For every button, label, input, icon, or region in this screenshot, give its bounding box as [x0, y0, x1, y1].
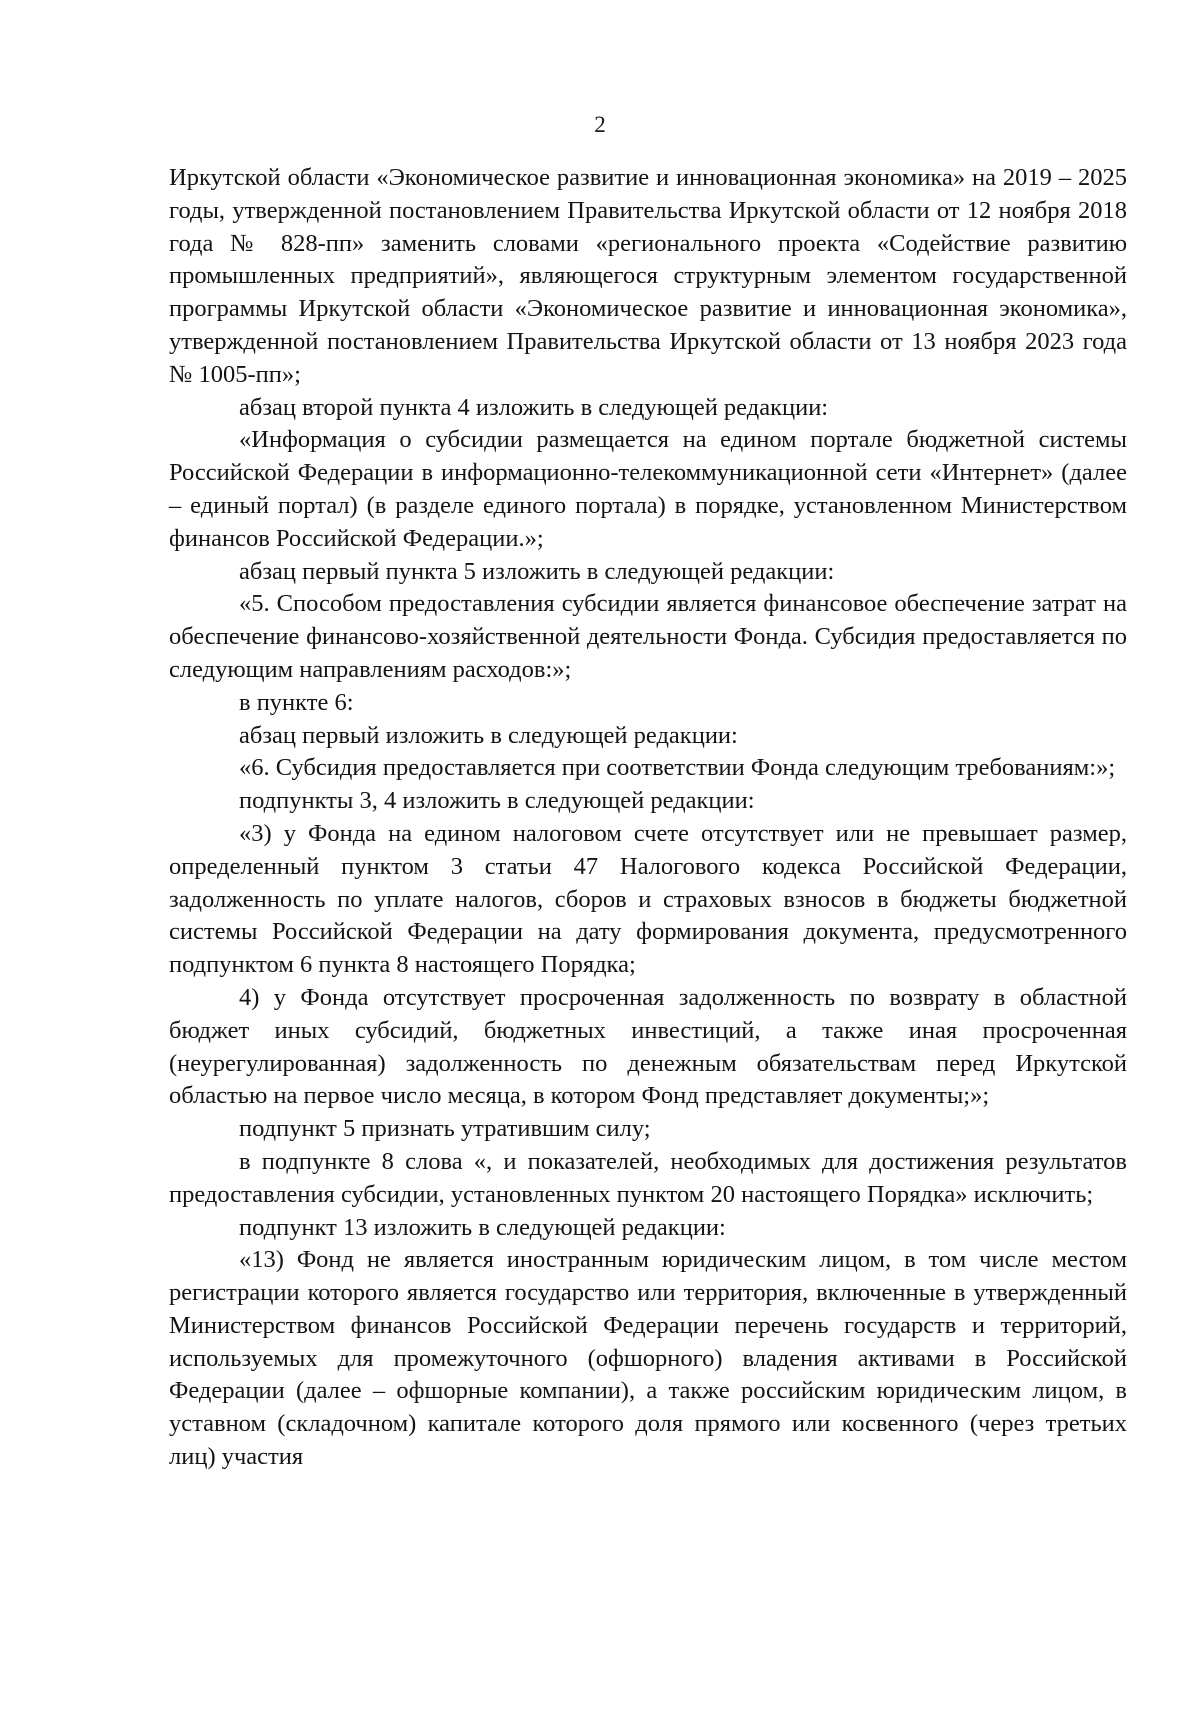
paragraph: 4) у Фонда отсутствует просроченная задолженность по возврату в областной бюджет иных субсидий, бюджетных инвестиций, а также иная просроченная (неурегулированная) задолженность по денежным обязательствам перед Иркутской областью на первое число месяца, в котором Фонд представляет документы;»; [169, 983, 1127, 1110]
paragraph: «6. Субсидия предоставляется при соответствии Фонда следующим требованиям:»; [239, 754, 1116, 782]
paragraph: абзац первый пункта 5 изложить в следующей редакции: [239, 557, 835, 585]
paragraph: «13) Фонд не является иностранным юридическим лицом, в том числе местом регистрации которого является государство или территория, включенные в утвержденный Министерством финансов Российской Федерации перечень государств и территорий, используемых для промежуточного (офшорного) владения активами в Российской Федерации (далее – офшорные компании), а также российским юридическим лицом, в уставном (складочном) капитале которого доля прямого или косвенного (через третьих лиц) участия [169, 1246, 1127, 1471]
paragraph: Иркутской области «Экономическое развитие и инновационная экономика» на 2019 – 2025 годы, утвержденной постановлением Правительства Иркутской области от 12 ноября 2018 года № 828-пп» заменить словами «регионального проекта «Содействие развитию промышленных предприятий», являющегося структурным элементом государственной программы Иркутской области «Экономическое развитие и инновационная экономика», утвержденной постановлением Правительства Иркутской области от 13 ноября 2023 года № 1005-пп»; [169, 164, 1127, 388]
paragraph: подпункт 5 признать утратившим силу; [239, 1115, 651, 1143]
paragraph: «3) у Фонда на едином налоговом счете отсутствует или не превышает размер, определенный пунктом 3 статьи 47 Налогового кодекса Российской Федерации, задолженность по уплате налогов, сборов и страховых взносов в бюджеты бюджетной системы Российской Федерации на дату формирования документа, предусмотренного подпунктом 6 пункта 8 настоящего Порядка; [169, 819, 1127, 979]
paragraph: абзац второй пункта 4 изложить в следующей редакции: [239, 393, 829, 421]
paragraph: в подпункте 8 слова «, и показателей, необходимых для достижения результатов предоставления субсидии, установленных пунктом 20 настоящего Порядка» исключить; [169, 1147, 1127, 1208]
paragraph: в пункте 6: [239, 688, 354, 716]
paragraph: подпункты 3, 4 изложить в следующей редакции: [239, 787, 755, 815]
paragraph: «Информация о субсидии размещается на едином портале бюджетной системы Российской Федерации в информационно-телекоммуникационной сети «Интернет» (далее – единый портал) (в разделе единого портала) в порядке, установленном Министерством финансов Российской Федерации.»; [169, 426, 1127, 552]
paragraph: «5. Способом предоставления субсидии является финансовое обеспечение затрат на обеспечение финансово-хозяйственной деятельности Фонда. Субсидия предоставляется по следующим направлениям расходов:»; [169, 590, 1127, 683]
paragraph: абзац первый изложить в следующей редакции: [239, 721, 738, 749]
document-body [169, 162, 1127, 1474]
page-number: 2 [594, 112, 606, 137]
paragraph: подпункт 13 изложить в следующей редакции: [239, 1213, 726, 1241]
